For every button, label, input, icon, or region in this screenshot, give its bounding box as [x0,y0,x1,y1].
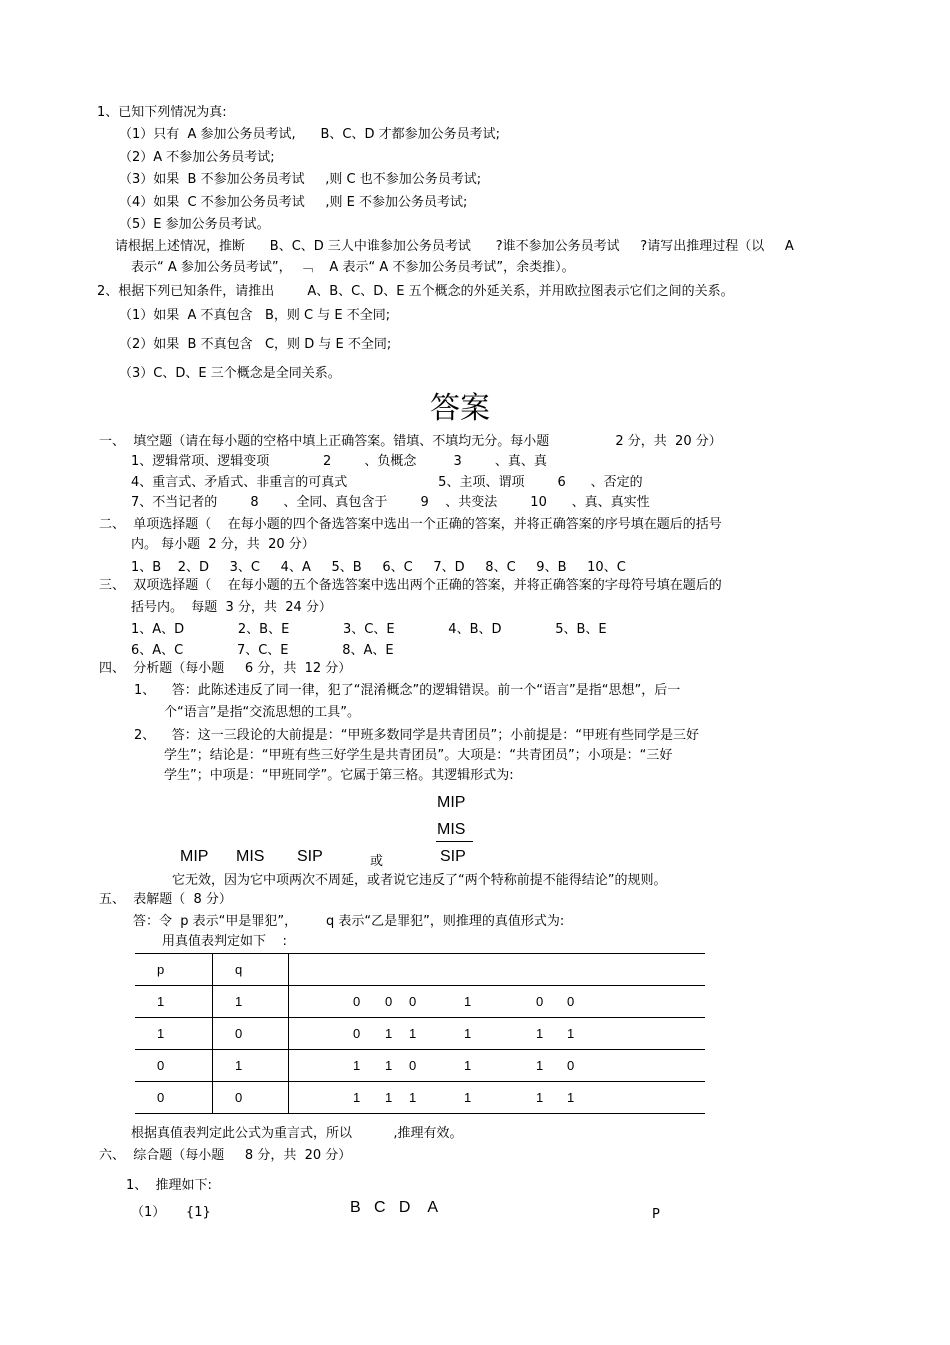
value: 1 [385,1057,393,1073]
value: 0 [409,1057,417,1073]
section-5-heading: 五、 表解题（ 8 分） [99,892,232,907]
form-alt-conclusion: SIP [297,848,323,865]
q1-ask-line-2: 表示“ A 参加公务员考试”， ﹁ A 表示“ A 不参加公务员考试”，余类推）。 [131,260,575,275]
section-5-result: 根据真值表判定此公式为重言式，所以 ,推理有效。 [131,1126,463,1141]
section-1-line-1: 1、逻辑常项、逻辑变项 2 、负概念 3 、真、真 [131,454,547,469]
value: 0 [536,993,544,1009]
section-6-line-1: 1、 推理如下: [126,1178,212,1193]
value: 1 [464,1057,472,1073]
section-3-heading-1: 三、 双项选择题（ 在每小题的五个备选答案中选出两个正确的答案，并将正确答案的字母符号填在题后的 [99,578,722,593]
value: 1 [385,1089,393,1105]
section-4-answer-2-line-1: 2、 答：这一三段论的大前提是：“甲班多数同学是共青团员”；小前提是：“甲班有些同学是三好 [134,728,700,743]
cell-p: 0 [135,1082,213,1114]
q2-item-3: （3）C、D、E 三个概念是全同关系。 [119,366,341,381]
value: 0 [567,1057,575,1073]
value: 0 [353,993,361,1009]
cell-p: 1 [135,986,213,1018]
value: 1 [536,1025,544,1041]
cell-q: 0 [213,1082,289,1114]
value: 1 [536,1057,544,1073]
table-row [135,986,705,1018]
section-3-answers-1: 1、A、D 2、B、E 3、C、E 4、B、D 5、B、E [131,622,607,637]
section-2-heading-1: 二、 单项选择题（ 在每小题的四个备选答案中选出一个正确的答案，并将正确答案的序号填在题后的括号 [99,517,722,532]
q1-item-5: （5）E 参加公务员考试。 [119,217,270,232]
q1-item-2: （2）A 不参加公务员考试; [119,150,275,165]
section-1-line-2: 4、重言式、矛盾式、非重言的可真式 5、主项、谓项 6 、否定的 [131,475,643,490]
cell-q: 1 [213,1050,289,1082]
value: 1 [464,993,472,1009]
truth-table [135,953,705,1114]
header-p: p [135,954,213,986]
q1-item-4: （4）如果 C 不参加公务员考试 ,则 E 不参加公务员考试; [119,195,468,210]
value: 0 [385,993,393,1009]
section-3-answers-2: 6、A、C 7、C、E 8、A、E [131,643,394,658]
value: 1 [464,1025,472,1041]
q1-stem: 1、已知下列情况为真: [97,105,227,120]
section-1-line-3: 7、不当记者的 8 、全同、真包含于 9 、共变法 10 、真、真实性 [131,495,650,510]
cell-values [289,1018,706,1050]
section-4-answer-2-line-2: 学生”；结论是：“甲班有些三好学生是共青团员”。大项是：“共青团员”；小项是：“三好 [164,748,673,763]
section-4-answer-1-line-1: 1、 答：此陈述违反了同一律，犯了“混淆概念”的逻辑错误。前一个“语言”是指“思想”，后一 [134,683,681,698]
header-q: q [213,954,289,986]
value: 0 [353,1025,361,1041]
value: 1 [385,1025,393,1041]
section-4-answer-1-line-2: 个“语言”是指“交流思想的工具”。 [164,705,360,720]
q1-ask-line-1: 请根据上述情况，推断 B、C、D 三人中谁参加公务员考试 ?谁不参加公务员考试 ?请写出推理过程（以 A [115,239,794,254]
cell-p: 1 [135,1018,213,1050]
value: 1 [353,1057,361,1073]
section-2-heading-2: 内。 每小题 2 分，共 20 分） [131,537,315,552]
value: 1 [536,1089,544,1105]
form-alt-minor: MIS [236,848,265,865]
q1-item-3: （3）如果 B 不参加公务员考试 ,则 C 也不参加公务员考试; [119,172,482,187]
table-row [135,1082,705,1114]
section-4-conclusion: 它无效，因为它中项两次不周延，或者说它违反了“两个特称前提不能得结论”的规则。 [172,873,667,888]
truth-table-header [135,954,705,986]
section-2-answers: 1、B 2、D 3、C 4、A 5、B 6、C 7、D 8、C 9、B 10、C [131,560,626,575]
answer-title: 答案 [430,391,490,426]
form-alt-major: MIP [180,848,209,865]
value: 1 [353,1089,361,1105]
value: 1 [409,1089,417,1105]
cell-q: 1 [213,986,289,1018]
header-formula [289,954,706,986]
form-conclusion: SIP [440,848,466,865]
table-row [135,1018,705,1050]
form-major-premise: MIP [437,794,466,811]
section-6-step-1-reason: P [652,1207,660,1222]
section-4-heading: 四、 分析题（每小题 6 分，共 12 分） [99,661,352,676]
cell-p: 0 [135,1050,213,1082]
q2-stem: 2、根据下列已知条件，请推出 A、B、C、D、E 五个概念的外延关系，并用欧拉图表示它们之间的关系。 [97,284,734,299]
section-6-heading: 六、 综合题（每小题 8 分，共 20 分） [99,1148,352,1163]
form-inference-line [436,841,473,842]
section-3-heading-2: 括号内。 每题 3 分，共 24 分） [131,600,332,615]
table-row [135,1050,705,1082]
section-4-answer-2-line-3: 学生”；中项是：“甲班同学”。它属于第三格。其逻辑形式为: [164,768,514,783]
section-5-line-2: 用真值表判定如下 : [162,934,287,949]
value: 1 [567,1089,575,1105]
value: 1 [567,1025,575,1041]
cell-q: 0 [213,1018,289,1050]
q2-item-2: （2）如果 B 不真包含 C，则 D 与 E 不全同; [119,337,392,352]
cell-values [289,1050,706,1082]
cell-values [289,986,706,1018]
form-or: 或 [370,854,384,869]
section-6-step-1-formula: B C D A [350,1199,439,1216]
value: 1 [464,1089,472,1105]
q1-item-1: （1）只有 A 参加公务员考试, B、C、D 才都参加公务员考试; [119,127,501,142]
value: 0 [409,993,417,1009]
form-minor-premise: MIS [437,821,466,838]
section-1-heading: 一、 填空题（请在每小题的空格中填上正确答案。错填、不填均无分。每小题 2 分，共 20 分） [99,434,722,449]
section-5-line-1: 答：令 p 表示“甲是罪犯”， q 表示“乙是罪犯”，则推理的真值形式为: [133,914,565,929]
section-6-step-1: （1） {1} [131,1205,211,1220]
value: 1 [409,1025,417,1041]
cell-values [289,1082,706,1114]
value: 0 [567,993,575,1009]
q2-item-1: （1）如果 A 不真包含 B，则 C 与 E 不全同; [119,308,391,323]
